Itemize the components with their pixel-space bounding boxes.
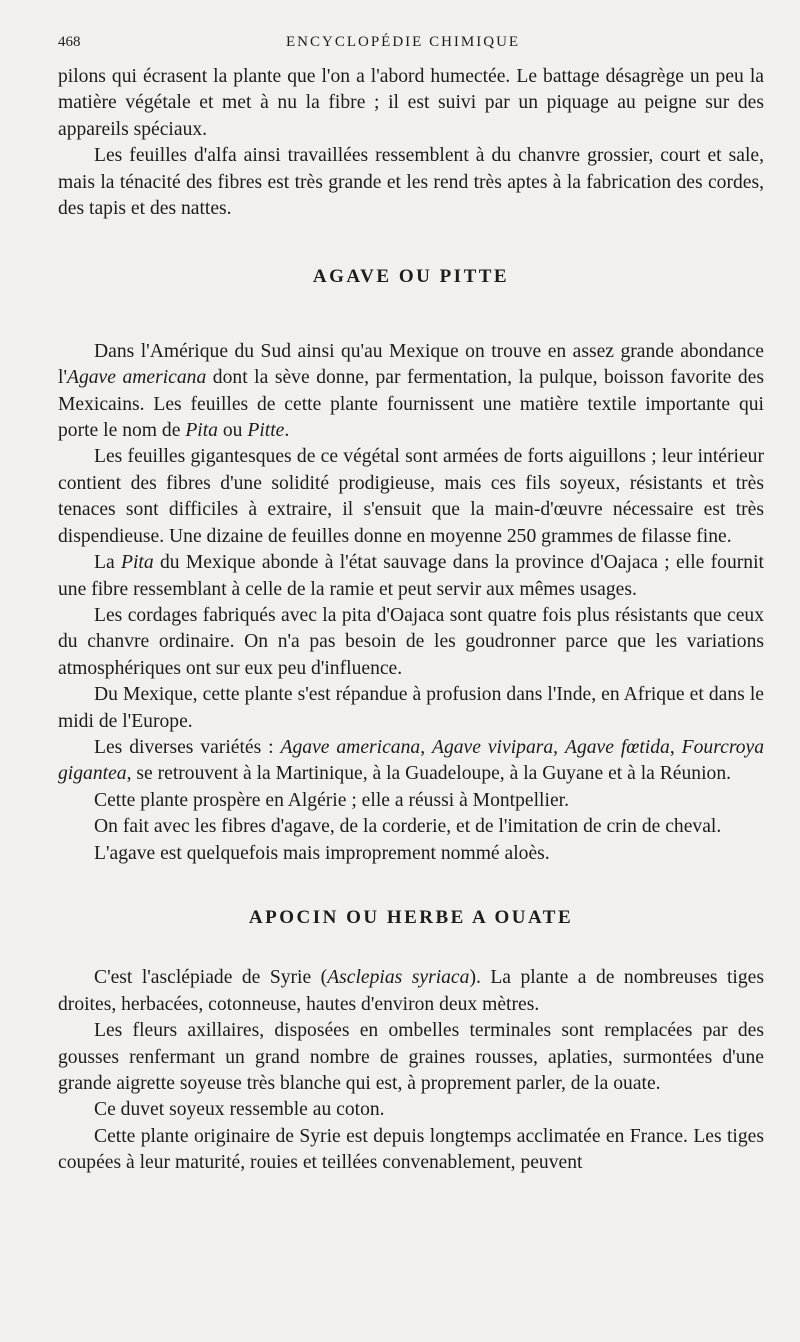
paragraph: Du Mexique, cette plante s'est répandue à profusion dans l'Inde, en Afrique et dans le midi de l'Europe.: [58, 684, 764, 732]
paragraph: Les feuilles d'alfa ainsi travaillées ressemblent à du chanvre grossier, court et sale, mais la ténacité des fibres est très grande et les rend très aptes à la fabrication des cordes, des tapis et des nattes.: [58, 145, 764, 220]
paragraph: Les diverses variétés : Agave americana, Agave vivipara, Agave fœtida, Fourcroya gigantea, se retrouvent à la Martinique, à la Guadeloupe, à la Guyane et à la Réunion.: [58, 736, 765, 785]
paragraph: On fait avec les fibres d'agave, de la corderie, et de l'imitation de crin de cheval.: [94, 816, 722, 838]
paragraph-continued: pilons qui écrasent la plante que l'on a l'abord humectée. Le battage désagrège un peu la matière végétale et met à nu la fibre ; il est suivi par un piquage au peigne sur des appareils spéciaux.: [58, 66, 764, 140]
italic-term: Pitte: [247, 420, 285, 442]
paragraph: Cette plante prospère en Algérie ; elle a réussi à Montpellier.: [94, 789, 569, 811]
paragraph: Ce duvet soyeux ressemble au coton.: [94, 1099, 385, 1121]
italic-term: Agave fœtida: [564, 736, 670, 758]
italic-term: Agave vivipara: [432, 736, 554, 758]
paragraph: Les fleurs axillaires, disposées en ombelles terminales sont remplacées par des gousses renfermant un grand nombre de graines rousses, aplaties, surmontées d'une grande aigrette soyeuse très blanche qui est, à proprement parler, de la ouate.: [58, 1020, 764, 1094]
paragraph: Cette plante originaire de Syrie est depuis longtemps acclimatée en France. Les tiges coupées à leur maturité, rouies et teillées convenablement, peuvent: [58, 1125, 764, 1174]
italic-term: Pita: [185, 420, 218, 442]
section-heading-agave: AGAVE OU PITTE: [312, 266, 510, 288]
italic-term: Asclepias syriaca: [327, 967, 470, 989]
paragraph: La Pita du Mexique abonde à l'état sauvage dans la province d'Oajaca ; elle fournit une fibre ressemblant à celle de la ramie et peut servir aux mêmes usages.: [58, 552, 764, 600]
paragraph: L'agave est quelquefois mais improprement nommé aloès.: [94, 842, 550, 864]
paragraph: Dans l'Amérique du Sud ainsi qu'au Mexique on trouve en assez grande abondance l'Agave americana dont la sève donne, par fermentation, la pulque, boisson favorite des Mexicains. Les feuilles de cette plante fournissent une matière textile importante qui porte le nom de Pita ou Pitte.: [58, 340, 764, 442]
page-number: 468: [58, 34, 81, 50]
paragraph: C'est l'asclépiade de Syrie (Asclepias syriaca). La plante a de nombreuses tiges droites, herbacées, cotonneuse, hautes d'environ deux mètres.: [58, 967, 764, 1015]
running-title: ENCYCLOPÉDIE CHIMIQUE: [286, 34, 521, 50]
running-head: [58, 28, 764, 64]
body-text: [58, 64, 764, 1177]
section-heading-apocin: APOCIN OU HERBE A OUATE: [248, 906, 574, 928]
italic-term: Fourcroya gigantea: [58, 736, 765, 785]
italic-term: Agave americana: [66, 367, 207, 389]
paragraph: Les cordages fabriqués avec la pita d'Oajaca sont quatre fois plus résistants que ceux du chanvre ordinaire. On n'a pas besoin de les goudronner parce que les variations atmosphériques ont sur eux peu d'influence.: [58, 604, 764, 679]
paragraph: Les feuilles gigantesques de ce végétal sont armées de forts aiguillons ; leur intérieur contient des fibres d'une solidité prodigieuse, mais ces fils soyeux, résistants et très tenaces sont difficiles à extraire, il s'ensuit que la main-d'œuvre nécessaire est très dispendieuse. Une dizaine de feuilles donne en moyenne 250 grammes de filasse fine.: [58, 446, 764, 547]
italic-term: Agave americana: [280, 736, 421, 758]
italic-term: Pita: [120, 552, 154, 574]
